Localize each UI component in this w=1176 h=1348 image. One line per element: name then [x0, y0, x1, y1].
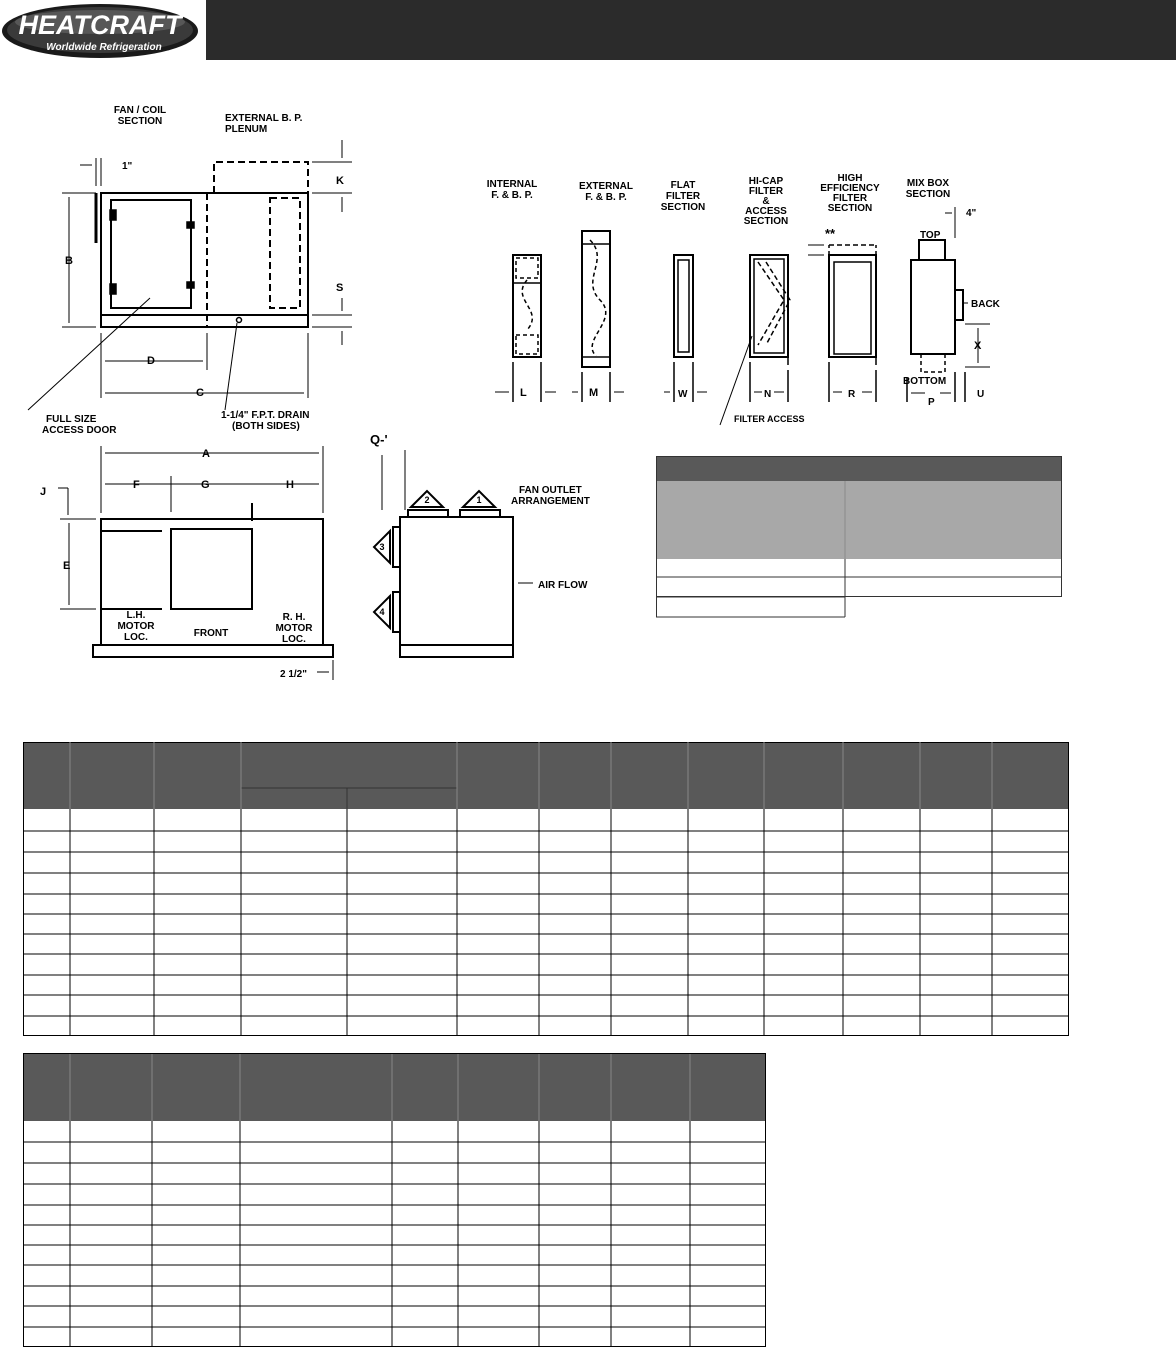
- label-c: C: [196, 387, 204, 399]
- label-bottom: BOTTOM: [903, 376, 947, 387]
- label-e: E: [63, 560, 71, 572]
- fan-coil-unit: [101, 193, 308, 327]
- label-hicap-4: ACCESS: [745, 206, 787, 217]
- label-mixbox-1: MIX BOX: [906, 178, 950, 189]
- label-s: S: [336, 282, 344, 294]
- label-lh-3: LOC.: [124, 632, 148, 643]
- label-r: R: [848, 389, 856, 400]
- label-w: W: [678, 389, 688, 400]
- label-x: X: [974, 340, 982, 352]
- label-fan-coil-2: SECTION: [117, 116, 163, 127]
- label-lh-1: L.H.: [126, 610, 146, 621]
- label-hicap-3: &: [762, 196, 770, 207]
- brand-name: HEATCRAFT: [18, 10, 182, 40]
- label-drain-1: 1-1/4" F.P.T. DRAIN: [221, 410, 310, 421]
- label-g: G: [201, 479, 210, 491]
- label-rh-1: R. H.: [282, 612, 306, 623]
- label-p: P: [928, 397, 935, 408]
- label-air-flow: AIR FLOW: [538, 580, 588, 591]
- label-one-inch: 1": [122, 161, 133, 172]
- label-m: M: [589, 387, 599, 399]
- label-fan-outlet-2: ARRANGEMENT: [511, 496, 590, 507]
- label-d: D: [147, 355, 155, 367]
- header-band: [206, 0, 1176, 60]
- access-door: [111, 200, 191, 308]
- dimension-table-2: [23, 1053, 767, 1348]
- mixbox: [911, 260, 955, 354]
- label-rh-2: MOTOR: [275, 623, 313, 634]
- drawing-svg: [0, 60, 1176, 740]
- label-higheff-1: HIGH: [837, 173, 863, 184]
- side-view-unit: [400, 517, 513, 645]
- label-front: FRONT: [193, 628, 229, 639]
- dimension-drawing: [0, 60, 1176, 740]
- small-spec-table: [656, 456, 1062, 618]
- label-access-door-2: ACCESS DOOR: [42, 425, 117, 436]
- label-external-2: F. & B. P.: [585, 192, 627, 203]
- label-fan-outlet-1: FAN OUTLET: [519, 485, 582, 496]
- high-efficiency-filter: [829, 255, 876, 357]
- label-q: Q-': [370, 432, 388, 447]
- label-two-half: 2 1/2": [280, 669, 307, 680]
- brand-logo: [0, 0, 206, 60]
- header-bar: [0, 0, 1176, 60]
- internal-fbp: [513, 255, 541, 357]
- outlet-num-2: 2: [424, 495, 430, 505]
- label-k: K: [336, 175, 344, 187]
- label-n: N: [764, 389, 772, 400]
- label-drain-2: (BOTH SIDES): [232, 421, 300, 432]
- label-u: U: [977, 389, 985, 400]
- flat-filter: [674, 255, 693, 357]
- label-filter-access: FILTER ACCESS: [734, 414, 805, 424]
- label-fan-coil-1: FAN / COIL: [113, 105, 167, 116]
- external-fbp: [582, 231, 610, 367]
- label-flat-1: FLAT: [670, 180, 696, 191]
- dimension-table-1: [23, 742, 1070, 1037]
- outlet-num-3: 3: [379, 542, 385, 552]
- label-f: F: [133, 479, 140, 491]
- label-mixbox-2: SECTION: [905, 189, 951, 200]
- label-star: **: [825, 226, 836, 241]
- label-internal-2: F. & B. P.: [491, 190, 533, 201]
- label-l: L: [520, 387, 527, 399]
- label-higheff-4: SECTION: [827, 203, 873, 214]
- label-hicap-2: FILTER: [748, 186, 784, 197]
- label-back: BACK: [971, 299, 1000, 310]
- label-j: J: [40, 486, 47, 498]
- hicap-filter: [750, 255, 788, 357]
- label-top: TOP: [920, 230, 941, 241]
- label-rh-3: LOC.: [282, 634, 306, 645]
- label-internal-1: INTERNAL: [486, 179, 538, 190]
- label-flat-2: FILTER: [665, 191, 701, 202]
- outlet-num-4: 4: [379, 607, 385, 617]
- label-four-inch: 4": [966, 208, 977, 219]
- label-h: H: [286, 479, 294, 491]
- label-hicap-1: HI-CAP: [748, 176, 784, 187]
- label-higheff-2: EFFICIENCY: [820, 183, 880, 194]
- outlet-num-1: 1: [476, 495, 482, 505]
- label-flat-3: SECTION: [660, 202, 706, 213]
- label-b: B: [65, 255, 73, 267]
- label-a: A: [202, 448, 210, 460]
- brand-tagline: Worldwide Refrigeration: [46, 42, 162, 53]
- label-access-door-1: FULL SIZE: [46, 414, 97, 425]
- label-higheff-3: FILTER: [832, 193, 868, 204]
- plenum-outline: [214, 162, 308, 193]
- label-plenum-1: EXTERNAL B. P.: [225, 113, 303, 124]
- label-hicap-5: SECTION: [743, 216, 789, 227]
- label-plenum-2: PLENUM: [225, 124, 268, 135]
- label-external-1: EXTERNAL: [579, 181, 633, 192]
- label-lh-2: MOTOR: [117, 621, 155, 632]
